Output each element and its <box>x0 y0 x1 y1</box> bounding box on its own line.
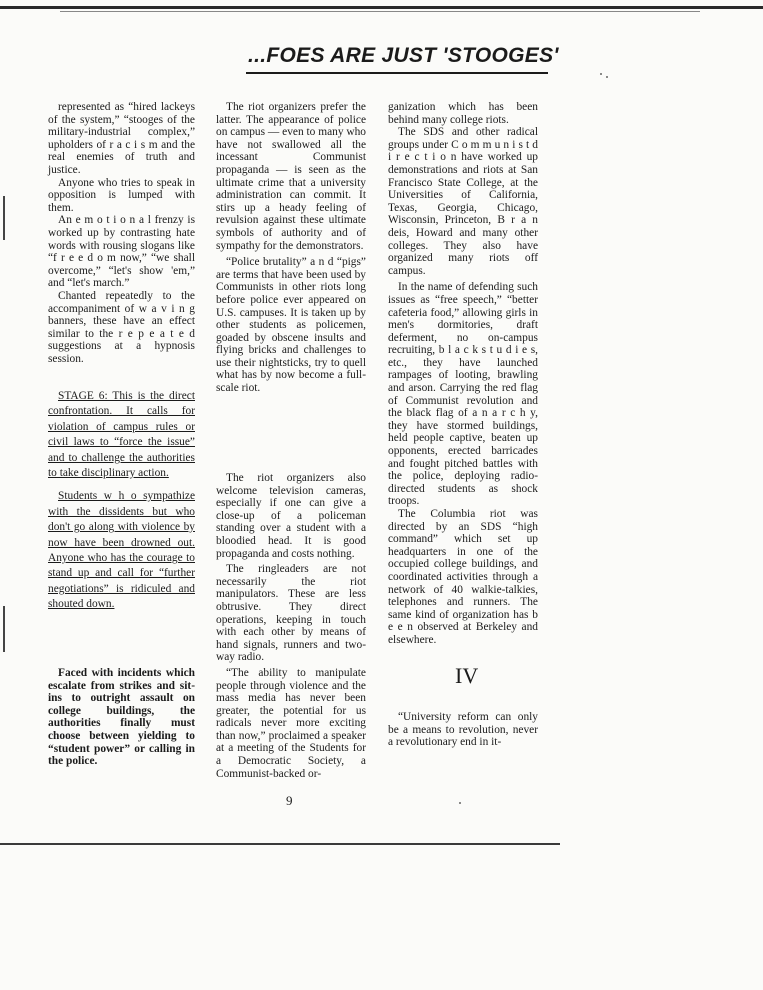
paragraph: The SDS and other radical groups under C o m m u n i s t d i r e c t i o n have worked up demonstrations and riots at San Francisco State College, at the Universities of California, Texas, Georgia, Chicago, Wisconsin, Princeton, B r a n deis, Howard and many other colleges. They also have organized many riots off campus. <box>388 126 538 277</box>
column-2-block-2 <box>216 472 366 780</box>
paragraph: ganization which has been behind many college riots. <box>388 101 538 126</box>
column-1-block-1 <box>48 101 195 365</box>
column-3-block-1 <box>388 101 538 647</box>
paragraph: “The ability to manipulate people through violence and the mass media has never been greater, the potential for us radicals never more exciting than now,” proclaimed a speaker at a meeting of the Students for a Democratic Society, a Communist-backed or- <box>216 666 366 780</box>
column-3-block-2 <box>388 711 538 749</box>
paragraph: “University reform can only be a means to revolution, never a revolutionary end in it- <box>388 711 538 749</box>
column-1-block-2 <box>48 389 195 613</box>
section-numeral: IV <box>455 663 479 688</box>
paragraph: Faced with incidents which escalate from strikes and sit-ins to outright assault on college buildings, the authorities finally must choose between yielding to “student power” or calling in the police. <box>48 667 195 768</box>
bottom-rule <box>0 843 560 845</box>
paragraph: The Columbia riot was directed by an SDS “high command” which set up headquarters in one of the occupied college buildings, and coordinated activities through a network of 40 walkie-talkies, telephones and runners. The same kind of organization has b e e n observed at Berkeley and elsewhere. <box>388 508 538 646</box>
page-number: 9 <box>286 793 293 808</box>
scan-mark <box>3 196 5 240</box>
paragraph: Chanted repeatedly to the accompaniment of w a v i n g banners, these have an effect similar to the r e p e a t e d suggestions at a hypnosis session. <box>48 289 195 365</box>
scan-speck <box>459 802 461 804</box>
top-thin-rule <box>60 11 700 12</box>
column-2-block-1 <box>216 101 366 395</box>
paragraph: STAGE 6: This is the direct confrontation. It calls for violation of campus rules or civil laws to “force the issue” and to challenge the authorities to take disciplinary action. <box>48 390 195 480</box>
paragraph: The riot organizers prefer the latter. The appearance of police on campus — even to many who have not swallowed all the incessant Communist propaganda — is seen as the ultimate crime that a university administration can commit. It stirs up a heady feeling of revulsion against these ultimate symbols of authority and of sympathy for the demonstrators. <box>216 101 366 252</box>
paragraph: Anyone who tries to speak in opposition is lumped with them. <box>48 176 195 214</box>
scan-speck <box>606 76 608 78</box>
headline: ...FOES ARE JUST 'STOOGES' <box>248 44 559 67</box>
headline-underline <box>246 72 548 74</box>
paragraph: represented as “hired lackeys of the system,” “stooges of the military-industrial complex,” upholders of r a c i s m and the real enemies of truth and justice. <box>48 101 195 176</box>
paragraph: In the name of defending such issues as “free speech,” “better cafeteria food,” allowing girls in men's dormitories, draft deferment, no on-campus recruiting, b l a c k s t u d i e s, etc., they have launched rampages of looting, brawling and arson. Carrying the red flag of Communist revolution and the black flag of a n a r c h y, they have stormed buildings, held people captive, beaten up opponents, erected barricades and fought pitched battles with the police, deploying radio-directed students as shock troops. <box>388 281 538 508</box>
paragraph: The ringleaders are not necessarily the riot manipulators. These are less obtrusive. They direct operations, keeping in touch with each other by means of hand signals, runners and two-way radio. <box>216 563 366 664</box>
paragraph: An e m o t i o n a l frenzy is worked up by contrasting hate words with rousing slogans like “f r e e d o m now,” “we shall overcome,” “let's show 'em,” and “let's march.” <box>48 214 195 290</box>
paragraph: Students w h o sympathize with the dissidents but who don't go along with violence by now have been drowned out. Anyone who has the courage to stand up and call for “further negotiations” is ridiculed and shouted down. <box>48 490 195 611</box>
scan-mark <box>3 606 5 652</box>
paragraph: The riot organizers also welcome television cameras, especially if one can give a close-up of a policeman standing over a student with a bloodied head. It is good propaganda and costs nothing. <box>216 472 366 560</box>
column-1-block-3 <box>48 667 195 768</box>
paragraph: “Police brutality” a n d “pigs” are terms that have been used by Communists in other riots long before police ever appeared on U.S. campuses. It is taken up by other students as policemen, goaded by obscene insults and flying bricks and challenges to use their nightsticks, try to quell what has by now become a full-scale riot. <box>216 256 366 395</box>
top-rule <box>0 6 763 9</box>
scan-speck <box>600 73 602 75</box>
